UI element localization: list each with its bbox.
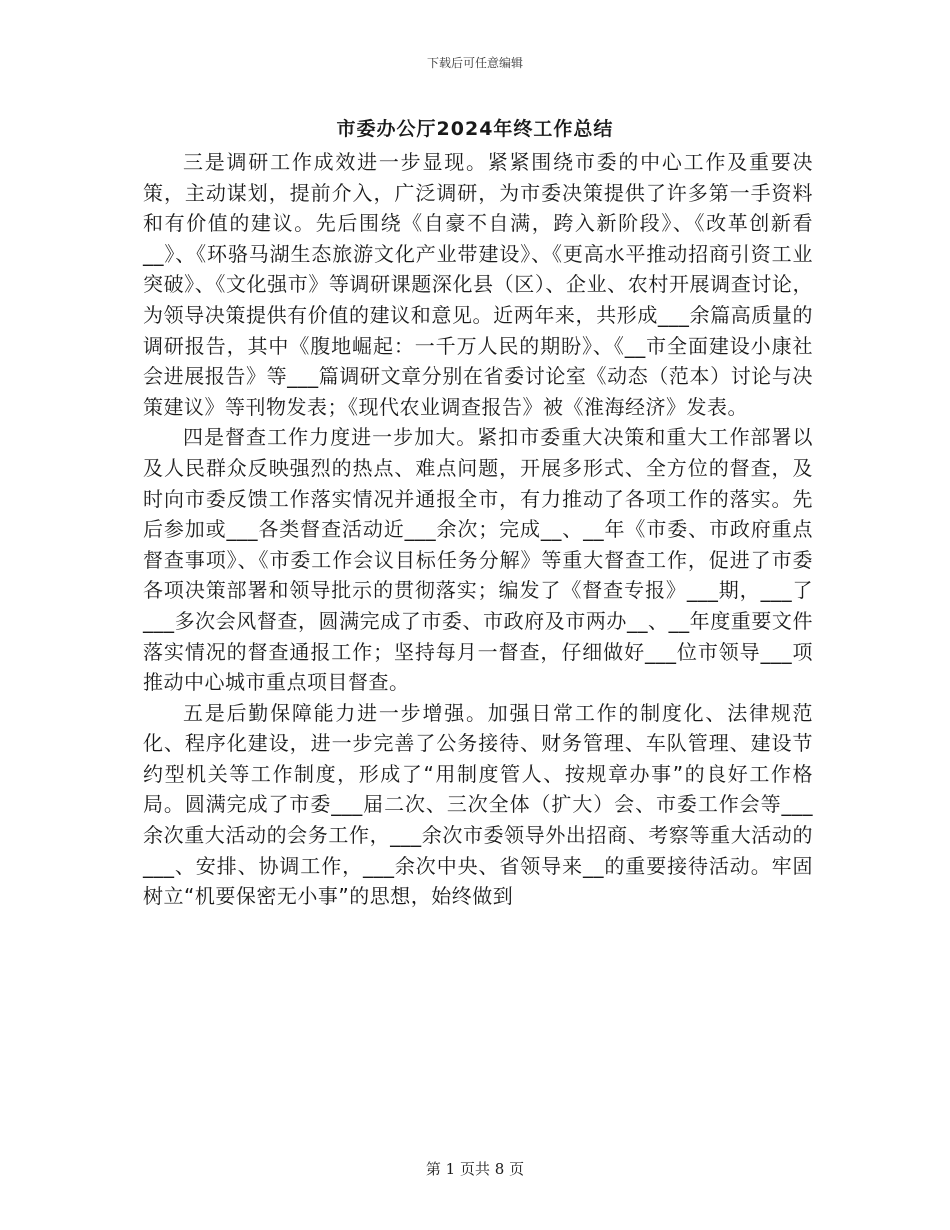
- page-number: 第 1 页共 8 页: [425, 1160, 525, 1178]
- document-title: 市委办公厅2024年终工作总结: [336, 118, 614, 140]
- paragraph-supervision: 四是督查工作力度进一步加大。紧扣市委重大决策和重大工作部署以及人民群众反映强烈的热点、难点问题，开展多形式、全方位的督查，及时向市委反馈工作落实情况并通报全市，有力推动了各项工作的落实。先后参加或___各类督查活动近___余次；完成__、__年《市委、市政府重点督查事项》、《市委工作会议目标任务分解》等重大督查工作，促进了市委各项决策部署和领导批示的贯彻落实；编发了《督查专报》___期，___了___多次会风督查，圆满完成了市委、市政府及市两办__、__年度重要文件落实情况的督查通报工作；坚持每月一督查，仔细做好___位市领导___项推动中心城市重点项目督查。: [143, 425, 813, 695]
- document-body: [143, 147, 813, 912]
- header-note: 下载后可任意编辑: [426, 56, 523, 70]
- paragraph-logistics: 五是后勤保障能力进一步增强。加强日常工作的制度化、法律规范化、程序化建设，进一步完善了公务接待、财务管理、车队管理、建设节约型机关等工作制度，形成了“用制度管人、按规章办事”的良好工作格局。圆满完成了市委___届二次、三次全体（扩大）会、市委工作会等___余次重大活动的会务工作，___余次市委领导外出招商、考察等重大活动的___、安排、协调工作，___余次中央、省领导来__的重要接待活动。牢固树立“机要保密无小事”的思想，始终做到: [143, 700, 813, 909]
- paragraph-research: 三是调研工作成效进一步显现。紧紧围绕市委的中心工作及重要决策，主动谋划，提前介入，广泛调研，为市委决策提供了许多第一手资料和有价值的建议。先后围绕《自豪不自满，跨入新阶段》、《改革创新看__》、《环骆马湖生态旅游文化产业带建设》、《更高水平推动招商引资工业突破》、《文化强市》等调研课题深化县（区）、企业、农村开展调查讨论，为领导决策提供有价值的建议和意见。近两年来，共形成___余篇高质量的调研报告，其中《腹地崛起：一千万人民的期盼》、《__市全面建设小康社会进展报告》等___篇调研文章分别在省委讨论室《动态（范本）讨论与决策建议》等刊物发表；《现代农业调查报告》被《淮海经济》发表。: [143, 150, 813, 419]
